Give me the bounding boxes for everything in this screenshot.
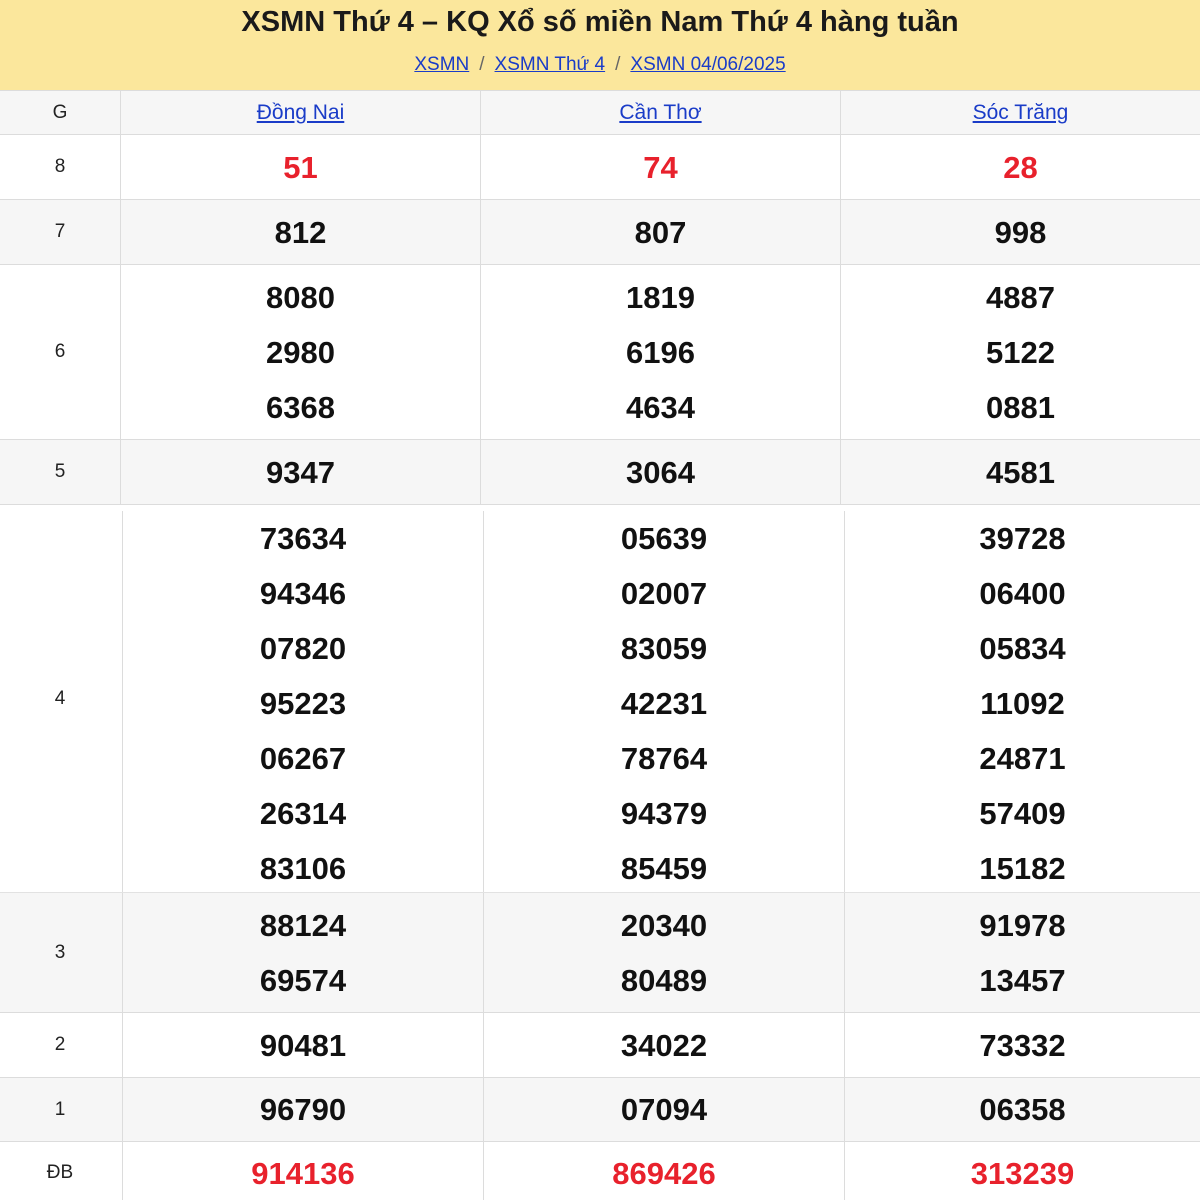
prize-column-header: G: [52, 101, 68, 123]
prize-row-4: [0, 505, 1200, 893]
table-header-row: [0, 90, 1200, 135]
prize-special-dong-nai: [122, 1142, 483, 1200]
breadcrumb-separator: /: [615, 54, 621, 75]
prize-6-can-tho: [480, 265, 840, 439]
prize-row-7: [0, 200, 1200, 265]
result-number: 80489: [620, 963, 708, 998]
result-number: 24871: [979, 741, 1066, 776]
prize-1-soc-trang: [844, 1078, 1200, 1141]
result-number: 8080: [266, 280, 335, 315]
prize-4-can-tho: [483, 511, 844, 892]
prize-4-soc-trang: [844, 511, 1200, 892]
prize-special-can-tho: [483, 1142, 844, 1200]
prize-row-5: [0, 440, 1200, 505]
province-link-soc-trang[interactable]: Sóc Trăng: [972, 100, 1069, 124]
result-number: 0881: [986, 390, 1055, 425]
prize-3-soc-trang: [844, 893, 1200, 1012]
prize-2-can-tho: [483, 1013, 844, 1077]
result-number: 69574: [259, 963, 347, 998]
page-title: XSMN Thứ 4 – KQ Xổ số miền Nam Thứ 4 hàng tuần: [241, 6, 959, 38]
province-link-can-tho[interactable]: Cần Thơ: [619, 100, 702, 124]
result-number: 91978: [979, 908, 1066, 943]
result-number: 73634: [259, 521, 347, 556]
prize-special-soc-trang: [844, 1142, 1200, 1200]
prize-row-3: [0, 893, 1200, 1013]
prize-6-soc-trang: [840, 265, 1200, 439]
result-number: 13457: [979, 963, 1066, 998]
result-number: 4634: [626, 390, 695, 425]
result-number: 83059: [620, 631, 708, 666]
result-number: 20340: [620, 908, 708, 943]
breadcrumb-xsmn[interactable]: XSMN: [414, 54, 470, 75]
prize-label: 1: [54, 1098, 66, 1120]
province-link-dong-nai[interactable]: Đồng Nai: [256, 100, 345, 124]
result-number: 6368: [266, 390, 335, 425]
result-number: 94346: [259, 576, 347, 611]
result-number: 88124: [259, 908, 347, 943]
prize-label: 3: [54, 941, 66, 963]
result-number: 94379: [620, 796, 708, 831]
prize-row-1: [0, 1078, 1200, 1142]
prize-5-dong-nai: [120, 440, 480, 504]
breadcrumb-xsmn-date[interactable]: XSMN 04/06/2025: [630, 54, 786, 75]
province-header-dong-nai: [120, 91, 480, 134]
result-number: 06267: [259, 741, 347, 776]
prize-label: 5: [54, 461, 66, 482]
breadcrumb-separator: /: [479, 54, 485, 75]
result-number: 998: [994, 215, 1047, 250]
prize-label: 7: [54, 221, 66, 242]
result-number: 90481: [259, 1028, 347, 1063]
prize-1-dong-nai: [122, 1078, 483, 1141]
prize-5-soc-trang: [840, 440, 1200, 504]
result-number: 06400: [979, 576, 1066, 611]
result-number: 34022: [620, 1028, 708, 1063]
result-number: 4581: [986, 455, 1055, 490]
result-number: 313239: [970, 1156, 1075, 1191]
result-number: 6196: [626, 335, 695, 370]
result-number: 914136: [251, 1156, 355, 1191]
prize-row-2: [0, 1013, 1200, 1078]
result-number: 26314: [259, 796, 347, 831]
result-number: 1819: [626, 280, 695, 315]
prize-4-dong-nai: [122, 511, 483, 892]
result-number: 96790: [259, 1092, 347, 1127]
prize-label: 2: [54, 1034, 66, 1055]
result-number: 02007: [620, 576, 708, 611]
breadcrumb-xsmn-thu-4[interactable]: XSMN Thứ 4: [494, 54, 606, 75]
prize-label: 4: [54, 687, 66, 709]
prize-row-8: [0, 135, 1200, 200]
prize-3-dong-nai: [122, 893, 483, 1012]
prize-row-6: [0, 265, 1200, 440]
prize-7-soc-trang: [840, 200, 1200, 264]
prize-5-can-tho: [480, 440, 840, 504]
result-number: 15182: [979, 851, 1066, 886]
result-number: 83106: [259, 851, 347, 886]
result-number: 28: [1003, 150, 1038, 185]
result-number: 06358: [979, 1092, 1066, 1127]
result-number: 07820: [259, 631, 347, 666]
prize-label: 8: [54, 156, 66, 177]
result-number: 812: [274, 215, 327, 250]
result-number: 74: [643, 150, 678, 185]
result-number: 95223: [259, 686, 347, 721]
prize-8-can-tho: [480, 135, 840, 199]
result-number: 11092: [980, 686, 1065, 721]
result-number: 57409: [979, 796, 1066, 831]
result-number: 5122: [986, 335, 1055, 370]
prize-2-dong-nai: [122, 1013, 483, 1077]
prize-label: ĐB: [46, 1162, 74, 1183]
result-number: 05834: [979, 631, 1066, 666]
result-number: 2980: [266, 335, 335, 370]
result-number: 85459: [620, 851, 708, 886]
result-number: 05639: [620, 521, 708, 556]
province-header-soc-trang: [840, 91, 1200, 134]
result-number: 39728: [979, 521, 1066, 556]
result-number: 4887: [986, 280, 1055, 315]
result-number: 807: [634, 215, 687, 250]
result-number: 9347: [266, 455, 335, 490]
prize-7-can-tho: [480, 200, 840, 264]
result-number: 07094: [620, 1092, 708, 1127]
result-number: 51: [283, 150, 318, 185]
result-number: 78764: [620, 741, 708, 776]
prize-6-dong-nai: [120, 265, 480, 439]
result-number: 3064: [626, 455, 695, 490]
prize-label: 6: [54, 341, 66, 362]
prize-7-dong-nai: [120, 200, 480, 264]
prize-1-can-tho: [483, 1078, 844, 1141]
prize-3-can-tho: [483, 893, 844, 1012]
result-number: 869426: [612, 1156, 716, 1191]
province-header-can-tho: [480, 91, 840, 134]
result-number: 42231: [620, 686, 708, 721]
prize-8-dong-nai: [120, 135, 480, 199]
prize-8-soc-trang: [840, 135, 1200, 199]
prize-2-soc-trang: [844, 1013, 1200, 1077]
breadcrumb: [0, 54, 1200, 76]
prize-row-special: [0, 1142, 1200, 1200]
result-number: 73332: [979, 1028, 1066, 1063]
page-header: [0, 0, 1200, 90]
